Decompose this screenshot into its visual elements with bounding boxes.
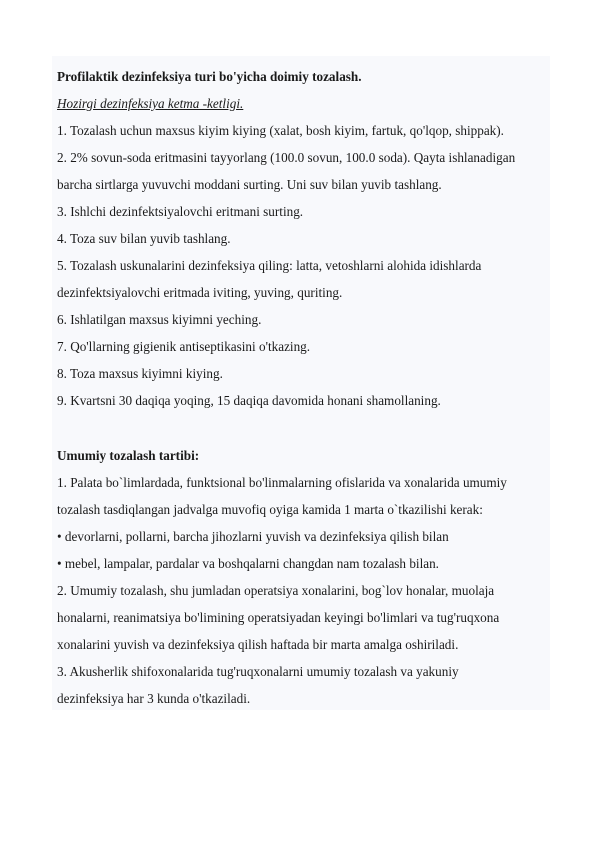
paragraph-line: 8. Toza maxsus kiyimni kiying. [57,366,223,381]
paragraph-line: tozalash tasdiqlangan jadvalga muvofiq oyiga kamida 1 marta o`tkazilishi kerak: [57,502,483,517]
paragraph-line: 3. Ishlchi dezinfektsiyalovchi eritmani surting. [57,204,304,219]
paragraph-line: barcha sirtlarga yuvuvchi moddani surting. Uni suv bilan yuvib tashlang. [57,177,442,192]
paragraph-line: 4. Toza suv bilan yuvib tashlang. [57,231,231,246]
paragraph-line: 2. Umumiy tozalash, shu jumladan operatsiya xonalarini, bog`lov honalar, muolaja [57,583,495,598]
section-heading-umumiy: Umumiy tozalash tartibi: [57,448,200,463]
section-subheading: Hozirgi dezinfeksiya ketma -ketligi. [57,96,244,111]
paragraph-line: 1. Tozalash uchun maxsus kiyim kiying (xalat, bosh kiyim, fartuk, qo'lqop, shippak). [57,123,504,138]
paragraph-line: 3. Akusherlik shifoxonalarida tug'ruqxonalarni umumiy tozalash va yakuniy [57,664,459,679]
section-heading-profilaktik: Profilaktik dezinfeksiya turi bo'yicha doimiy tozalash. [57,69,362,84]
paragraph-line: 7. Qo'llarning gigienik antiseptikasini o'tkazing. [57,339,311,354]
paragraph-line: honalarni, reanimatsiya bo'limining operatsiyadan keyingi bo'limlari va tug'ruqxona [57,610,500,625]
paragraph-line: 2. 2% sovun-soda eritmasini tayyorlang (100.0 sovun, 100.0 soda). Qayta ishlanadigan [57,150,516,165]
paragraph-line: 6. Ishlatilgan maxsus kiyimni yeching. [57,312,262,327]
paragraph-line: dezinfektsiyalovchi eritmada iviting, yuving, quriting. [57,285,343,300]
bullet-item: • devorlarni, pollarni, barcha jihozlarni yuvish va dezinfeksiya qilish bilan [57,529,449,544]
paragraph-line: 9. Kvartsni 30 daqiqa yoqing, 15 daqiqa davomida honani shamollaning. [57,393,441,408]
paragraph-line: dezinfeksiya har 3 kunda o'tkaziladi. [57,691,251,706]
bullet-item: • mebel, lampalar, pardalar va boshqalarni changdan nam tozalash bilan. [57,556,439,571]
paragraph-line: 5. Tozalash uskunalarini dezinfeksiya qiling: latta, vetoshlarni alohida idishlarda [57,258,482,273]
paragraph-line: xonalarini yuvish va dezinfeksiya qilish haftada bir marta amalga oshiriladi. [57,637,459,652]
paragraph-line: 1. Palata bo`limlardada, funktsional bo'linmalarning ofislarida va xonalarida umumiy [57,475,507,490]
